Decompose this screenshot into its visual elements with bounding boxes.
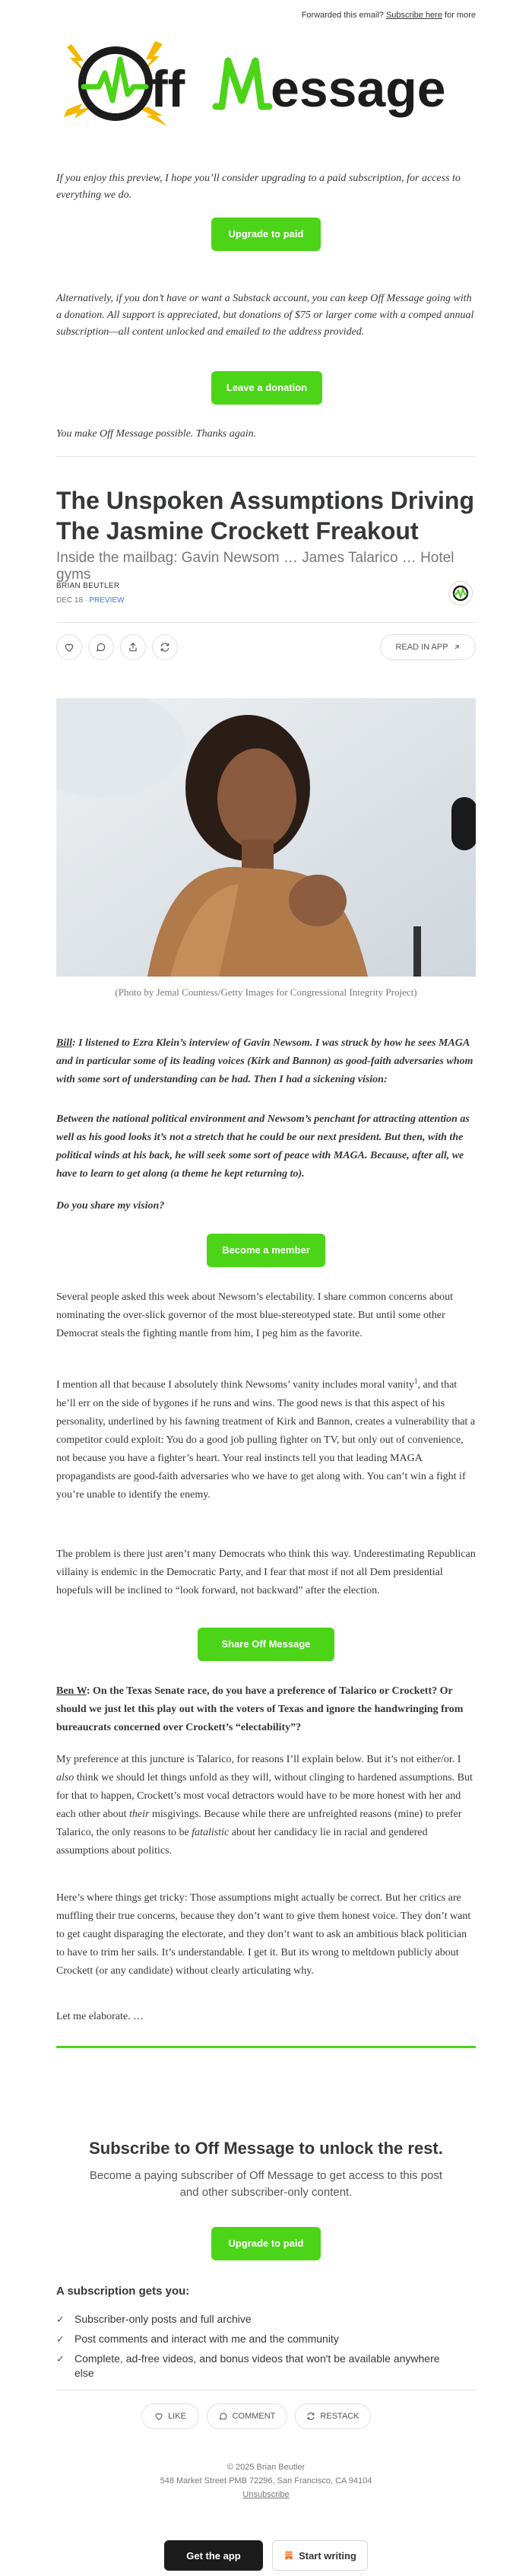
share-icon-button[interactable]: [120, 634, 146, 660]
subscribe-here-link[interactable]: Subscribe here: [385, 11, 442, 20]
share-icon: [128, 642, 138, 653]
external-arrow-icon: [453, 643, 461, 651]
like-label: LIKE: [168, 2412, 186, 2421]
heart-icon: [154, 2412, 163, 2421]
question-vision: Between the national political environment and Newsom’s penchant for attracting attention as well as his good looks it’s not a stretch that he could be our next president. But then, with the political winds at his back, he will seek some sort of peace with MAGA. Because, after all, we have to learn to get along (a theme he kept returning to).: [56, 1113, 470, 1180]
question-text: : On the Texas Senate race, do you have a preference of Talarico or Crockett? Or should we just let this play out with the voters of Texas and ignore the handwringing from bureaucrats concerned over Crockett’s “electability”?: [56, 1685, 464, 1733]
check-icon: ✓: [56, 2333, 65, 2345]
footnote-link[interactable]: 1: [413, 1377, 418, 1385]
question-bill: [56, 1034, 476, 1089]
mini-logo-icon: [449, 582, 472, 605]
post-title[interactable]: The Unspoken Assumptions Driving The Jasmine Crockett Freakout: [56, 487, 474, 545]
check-icon: ✓: [56, 2314, 65, 2325]
like-button[interactable]: [141, 2403, 199, 2429]
forwarded-text: Forwarded this email?: [301, 11, 384, 20]
off-message-logo[interactable]: [56, 30, 476, 137]
restack-icon: [306, 2412, 315, 2421]
paywall-text: Become a paying subscriber of Off Message to get access to this post and other subscriber-only content.: [89, 2169, 443, 2199]
photo-illustration: [56, 698, 476, 977]
benefit-text: Complete, ad-free videos, and bonus videos that won't be available anywhere else: [74, 2352, 440, 2379]
paragraph: Here’s where things get tricky: Those assumptions might actually be correct. But her critics are muffling their true concerns, because they don’t want to give them honest voice. They don’t want to get caught disparaging the electorate, and they don’t want to ask an ambitious black politician to have to trim her sails. It’s understandable. I get it. But its wrong to meltdown publicly about Crockett (or any candidate) without clearly articulating why.: [56, 1892, 471, 1977]
question-ask: Do you share my vision?: [56, 1200, 165, 1212]
paragraph: Several people asked this week about Newsom’s electability. I share common concerns about nominating the over-slick governor of the most blue-stereotyped state. But until some other Democrat steals the fighting mantle from him, I peg him as the favorite.: [56, 1291, 453, 1339]
divider: [56, 456, 476, 457]
read-in-app-button[interactable]: [380, 634, 476, 660]
article-photo[interactable]: [56, 698, 476, 977]
unsubscribe-link[interactable]: Unsubscribe: [242, 2490, 290, 2499]
read-in-app-label: READ IN APP: [395, 643, 448, 652]
like-icon-button[interactable]: [56, 634, 82, 660]
get-app-button[interactable]: Get the app: [164, 2540, 263, 2571]
check-icon: ✓: [56, 2353, 65, 2365]
leave-donation-button[interactable]: Leave a donation: [211, 371, 322, 405]
questioner-name: Ben W: [56, 1685, 87, 1697]
comment-button[interactable]: [207, 2403, 287, 2429]
emphasis: their: [129, 1809, 150, 1820]
start-writing-label: Start writing: [299, 2549, 356, 2562]
benefit-item: [56, 2312, 476, 2327]
heart-icon: [64, 642, 74, 653]
paywall-divider: [56, 2046, 476, 2048]
divider: [56, 622, 476, 623]
donation-text: Alternatively, if you don’t have or want a Substack account, you can keep Off Message going with a donation. All support is appreciated, but donations of $75 or larger come with a comped annual subscription—all content unlocked and emailed to the address provided.: [56, 293, 474, 338]
comment-icon: [219, 2412, 228, 2421]
emphasis: also: [56, 1772, 74, 1784]
become-member-button[interactable]: Become a member: [207, 1234, 325, 1267]
paragraph-text: about her candidacy lie in racial and gendered assumptions about politics.: [56, 1827, 428, 1857]
benefit-text: Subscriber-only posts and full archive: [74, 2313, 252, 2325]
paragraph-text: , and that he’ll err on the side of bygones if he runs and wins. The good news is that this aspect of his personality, underlined by his fawning treatment of Kirk and Bannon, creates a vulnerability that a competitor could exploit: You do a good job pulling fighter on TV, but only out of convenience, not because you have a fighter’s heart. Your real instincts tell you that leading MAGA propagandists are good-faith adversaries who we have to get along with. You can’t win a fight if you’re unable to identify the enemy.: [56, 1379, 476, 1501]
logo-text-message: essage: [271, 60, 446, 118]
subscription-benefits-heading: A subscription gets you:: [56, 2285, 190, 2298]
paywall-upgrade-button[interactable]: Upgrade to paid: [211, 2227, 321, 2260]
benefit-item: [56, 2352, 451, 2381]
start-writing-button[interactable]: [272, 2540, 368, 2571]
benefit-item: [56, 2332, 476, 2346]
restack-label: RESTACK: [320, 2412, 359, 2421]
post-date-text: DEC 18: [56, 596, 84, 605]
restack-icon: [160, 642, 170, 653]
restack-icon-button[interactable]: [152, 634, 178, 660]
publication-avatar[interactable]: [448, 581, 473, 605]
share-off-message-button[interactable]: Share Off Message: [198, 1628, 334, 1661]
restack-button[interactable]: [295, 2403, 371, 2429]
question-ben: [56, 1682, 476, 1737]
paragraph-text: misgivings. Because while there are unfreighted reasons (mine) to prefer Talarico, the only reasons to be: [56, 1809, 462, 1838]
paragraph: Let me elaborate. …: [56, 2011, 144, 2022]
post-subtitle: Inside the mailbag: Gavin Newsom … James Talarico … Hotel gyms: [56, 550, 454, 583]
forwarded-tail: for more: [445, 11, 476, 20]
paragraph: [56, 1751, 476, 1860]
substack-icon: [283, 2550, 294, 2561]
comment-icon-button[interactable]: [88, 634, 114, 660]
upgrade-to-paid-button[interactable]: Upgrade to paid: [211, 218, 321, 251]
upgrade-intro-text: If you enjoy this preview, I hope you’ll consider upgrading to a paid subscription, for access to everything we do.: [56, 173, 461, 201]
paywall-heading: Subscribe to Off Message to unlock the rest.: [89, 2139, 443, 2158]
address: 548 Market Street PMB 72296, San Francisco, CA 94104: [160, 2476, 372, 2485]
photo-caption: (Photo by Jemal Countess/Getty Images for Congressional Integrity Project): [115, 986, 417, 998]
questioner-name: Bill: [56, 1037, 73, 1049]
preview-label: PREVIEW: [89, 596, 125, 605]
author-name[interactable]: BRIAN BEUTLER: [56, 582, 120, 590]
emphasis: fatalistic: [192, 1827, 230, 1838]
post-date: [56, 596, 124, 605]
benefit-text: Post comments and interact with me and the community: [74, 2333, 339, 2345]
comment-icon: [96, 642, 106, 653]
forwarded-notice: [302, 11, 476, 20]
question-text: : I listened to Ezra Klein’s interview of Gavin Newsom. I was struck by how he sees MAGA and in particular some of its leading voices (Kirk and Bannon) as good-faith adversaries whom with some sort of understanding can be had. Then I had a sickening vision:: [56, 1037, 473, 1085]
thanks-text: You make Off Message possible. Thanks again.: [56, 428, 257, 440]
copyright: © 2025 Brian Beutler: [226, 2463, 306, 2472]
paragraph: The problem is there just aren’t many Democrats who think this way. Underestimating Republican villainy is endemic in the Democratic Party, and I fear that most if not all Dem presidential hopefuls will be inclined to “look forward, not backward” after the election.: [56, 1548, 476, 1596]
paragraph-text: I mention all that because I absolutely think Newsoms’ vanity includes moral vanity: [56, 1379, 414, 1391]
logo-graphic: [56, 30, 476, 137]
date-separator: ∙: [84, 596, 87, 605]
paragraph-text: think we should let things unfold as they will, without clinging to hardened assumptions. But for that to happen, Crockett’s most vocal detractors would have to be more honest with her and each other about: [56, 1772, 473, 1820]
paragraph-text: My preference at this juncture is Talarico, for reasons I’ll explain below. But it’s not either/or. I: [56, 1754, 461, 1765]
paragraph: [56, 1372, 476, 1504]
comment-label: COMMENT: [232, 2412, 276, 2421]
logo-text-off: ff: [150, 60, 185, 118]
